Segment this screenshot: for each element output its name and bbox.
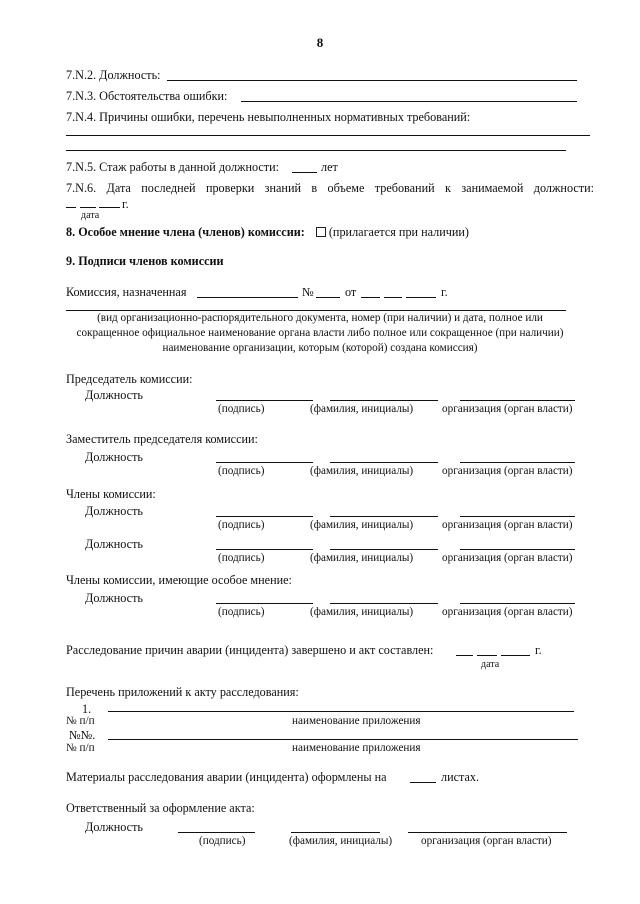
commission-year-suffix: г.	[441, 285, 448, 299]
attachment-1-name-caption: наименование приложения	[292, 715, 421, 727]
responsible-org-caption: организация (орган власти)	[421, 835, 552, 847]
chairman-position-label: Должность	[85, 388, 143, 402]
member-2-signature-field[interactable]	[216, 549, 313, 550]
chairman-org-caption: организация (орган власти)	[442, 403, 573, 415]
attachment-1-number: 1.	[82, 702, 92, 716]
responsible-name-field[interactable]	[291, 832, 380, 833]
commission-year-field[interactable]	[406, 297, 436, 298]
last-check-year-field[interactable]	[99, 207, 120, 208]
deputy-signature-caption: (подпись)	[218, 465, 265, 477]
last-check-day-field[interactable]	[66, 207, 76, 208]
responsible-title: Ответственный за оформление акта:	[66, 801, 255, 815]
chairman-org-field[interactable]	[460, 400, 575, 401]
member-1-name-field[interactable]	[330, 516, 438, 517]
deputy-org-caption: организация (орган власти)	[442, 465, 573, 477]
member-1-signature-field[interactable]	[216, 516, 313, 517]
deputy-signature-field[interactable]	[216, 462, 313, 463]
circumstances-label: 7.N.3. Обстоятельства ошибки:	[66, 89, 228, 103]
dissent-member-org-field[interactable]	[460, 603, 575, 604]
deputy-org-field[interactable]	[460, 462, 575, 463]
experience-label: 7.N.5. Стаж работы в данной должности:	[66, 160, 280, 174]
completion-year-field[interactable]	[501, 655, 530, 656]
member-1-signature-caption: (подпись)	[218, 519, 265, 531]
attachment-n-name-caption: наименование приложения	[292, 742, 421, 754]
completion-date-caption: дата	[481, 659, 500, 670]
dissent-member-position-label: Должность	[85, 591, 143, 605]
dissent-attached-checkbox[interactable]	[316, 227, 326, 237]
deputy-name-caption: (фамилия, инициалы)	[310, 465, 414, 477]
signatures-title: 9. Подписи членов комиссии	[66, 254, 224, 268]
materials-text-after: листах.	[441, 770, 480, 784]
chairman-name-caption: (фамилия, инициалы)	[310, 403, 414, 415]
commission-number-field[interactable]	[316, 297, 340, 298]
last-check-month-field[interactable]	[80, 207, 96, 208]
commission-label: Комиссия, назначенная	[66, 285, 187, 299]
doc-caption-line-3: наименование организации, которым (которой) создана комиссия)	[162, 342, 478, 354]
circumstances-field[interactable]	[241, 101, 577, 102]
dissent-member-signature-field[interactable]	[216, 603, 313, 604]
commission-month-field[interactable]	[384, 297, 402, 298]
dissent-member-name-caption: (фамилия, инициалы)	[310, 606, 414, 618]
responsible-position-label: Должность	[85, 820, 143, 834]
attachment-1-num-caption: № п/п	[66, 715, 95, 727]
materials-text-before: Материалы расследования аварии (инцидента) оформлены на	[66, 770, 387, 784]
responsible-org-field[interactable]	[408, 832, 567, 833]
materials-sheets-field[interactable]	[410, 782, 436, 783]
last-check-year-suffix: г.	[122, 197, 129, 211]
member-1-org-caption: организация (орган власти)	[442, 519, 573, 531]
attachment-n-number: №№.	[69, 728, 96, 742]
members-label: Члены комиссии:	[66, 487, 156, 501]
attachment-n-num-caption: № п/п	[66, 742, 95, 754]
commission-body-field[interactable]	[66, 310, 566, 311]
member-2-position-label: Должность	[85, 537, 143, 551]
dissent-note: (прилагается при наличии)	[328, 225, 469, 239]
member-1-position-label: Должность	[85, 504, 143, 518]
position-label: 7.N.2. Должность:	[66, 68, 161, 82]
causes-field-line-1[interactable]	[66, 135, 590, 136]
completion-year-suffix: г.	[535, 643, 542, 657]
chairman-signature-caption: (подпись)	[218, 403, 265, 415]
commission-from-label: от	[345, 285, 357, 299]
last-check-label: 7.N.6. Дата последней проверки знаний в объеме требований к занимаемой должности:	[66, 181, 594, 195]
member-1-name-caption: (фамилия, инициалы)	[310, 519, 414, 531]
experience-unit: лет	[321, 160, 338, 174]
dissent-member-name-field[interactable]	[330, 603, 438, 604]
doc-caption-line-2: сокращенное официальное наименование органа власти либо полное или сокращенное (при наличии)	[76, 327, 564, 339]
experience-field[interactable]	[292, 172, 317, 173]
deputy-position-label: Должность	[85, 450, 143, 464]
completion-day-field[interactable]	[456, 655, 473, 656]
chairman-label: Председатель комиссии:	[66, 372, 193, 386]
member-2-signature-caption: (подпись)	[218, 552, 265, 564]
responsible-signature-caption: (подпись)	[199, 835, 246, 847]
dissent-section	[66, 225, 469, 239]
attachment-1-field[interactable]	[108, 711, 574, 712]
member-2-name-field[interactable]	[330, 549, 438, 550]
responsible-signature-field[interactable]	[178, 832, 255, 833]
dissent-member-signature-caption: (подпись)	[218, 606, 265, 618]
completion-month-field[interactable]	[477, 655, 497, 656]
dissent-title: 8. Особое мнение члена (членов) комиссии:	[66, 225, 305, 239]
commission-number-sign: №	[302, 285, 314, 299]
chairman-signature-field[interactable]	[216, 400, 313, 401]
commission-doc-field[interactable]	[197, 297, 298, 298]
deputy-label: Заместитель председателя комиссии:	[66, 432, 258, 446]
causes-label: 7.N.4. Причины ошибки, перечень невыполненных нормативных требований:	[66, 110, 471, 124]
position-field[interactable]	[167, 80, 577, 81]
deputy-name-field[interactable]	[330, 462, 438, 463]
causes-field-line-2[interactable]	[66, 150, 566, 151]
chairman-name-field[interactable]	[330, 400, 438, 401]
attachment-n-field[interactable]	[108, 739, 578, 740]
doc-caption-line-1: (вид организационно-распорядительного документа, номер (при наличии) и дата, полное или	[97, 312, 543, 324]
member-2-org-caption: организация (орган власти)	[442, 552, 573, 564]
attachments-title: Перечень приложений к акту расследования:	[66, 685, 299, 699]
dissent-members-label: Члены комиссии, имеющие особое мнение:	[66, 573, 292, 587]
page-number: 8	[316, 35, 324, 50]
completion-text: Расследование причин аварии (инцидента) завершено и акт составлен:	[66, 643, 434, 657]
last-check-date-caption: дата	[81, 210, 100, 221]
member-2-org-field[interactable]	[460, 549, 575, 550]
member-2-name-caption: (фамилия, инициалы)	[310, 552, 414, 564]
member-1-org-field[interactable]	[460, 516, 575, 517]
commission-day-field[interactable]	[361, 297, 380, 298]
responsible-name-caption: (фамилия, инициалы)	[289, 835, 393, 847]
dissent-member-org-caption: организация (орган власти)	[442, 606, 573, 618]
